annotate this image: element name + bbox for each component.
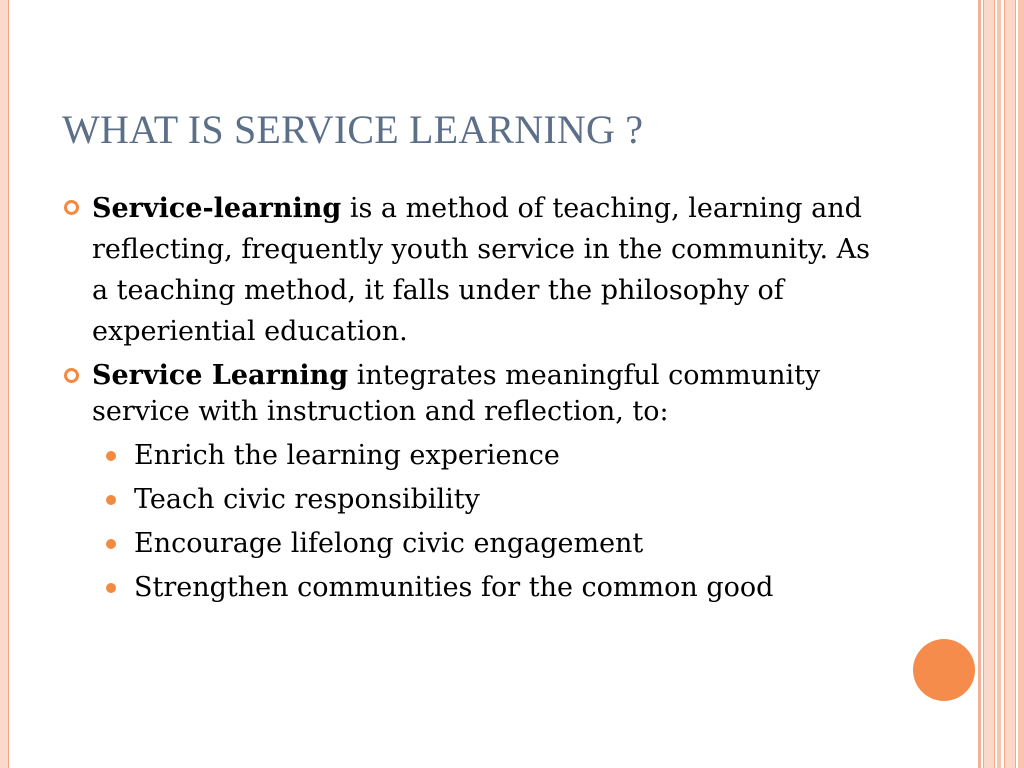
sub-bullet-text: Teach civic responsibility <box>134 484 480 515</box>
slide-title: WHAT IS SERVICE LEARNING ? <box>62 107 644 152</box>
sub-bullet-item <box>104 566 892 610</box>
right-stripe <box>978 0 981 768</box>
bullet-term: Service Learning <box>92 360 349 391</box>
ring-bullet-icon <box>64 368 79 383</box>
right-stripe <box>983 0 995 768</box>
bullet-term: Service-learning <box>92 193 342 224</box>
sub-bullet-item <box>104 434 892 478</box>
sub-bullet-text: Encourage lifelong civic engagement <box>134 528 644 559</box>
left-border <box>0 0 9 768</box>
bullet-text: integrates meaningful community service with instruction and reflection, to: <box>92 360 821 427</box>
bullet-item <box>62 188 892 352</box>
bullet-text: is a method of teaching, learning and reflecting, frequently youth service in the community. As a teaching method, it falls under the philosophy of experiential education. <box>92 193 871 347</box>
sub-bullet-item <box>104 522 892 566</box>
ring-bullet-icon <box>64 200 79 215</box>
right-stripe <box>997 0 1001 768</box>
right-stripe <box>1004 0 1016 768</box>
orange-circle-decoration <box>913 639 975 701</box>
dot-bullet-icon <box>106 539 116 549</box>
sub-bullet-item <box>104 478 892 522</box>
bullet-item <box>62 358 892 430</box>
sub-bullet-list <box>62 434 892 610</box>
dot-bullet-icon <box>106 451 116 461</box>
dot-bullet-icon <box>106 583 116 593</box>
dot-bullet-icon <box>106 495 116 505</box>
right-stripe <box>1018 0 1024 768</box>
sub-bullet-text: Enrich the learning experience <box>134 440 560 471</box>
slide-body <box>62 188 892 610</box>
sub-bullet-text: Strengthen communities for the common good <box>134 572 774 603</box>
